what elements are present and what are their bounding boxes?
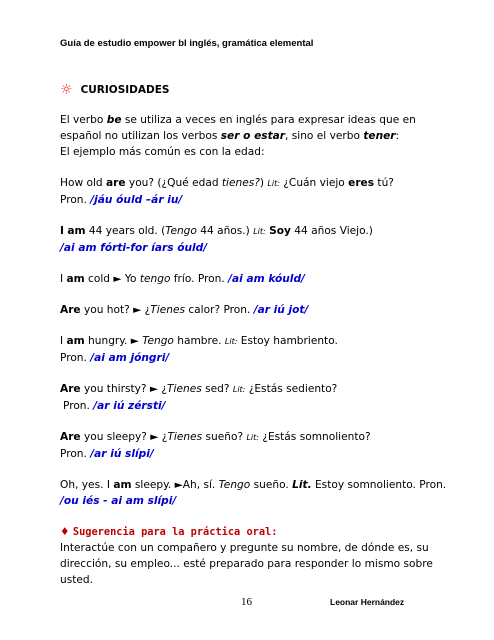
pronunciation: /ai am fórti-for íars óuld/ — [60, 242, 208, 254]
page-content — [60, 82, 460, 603]
pronunciation: /ou iés - ai am slípi/ — [60, 495, 177, 507]
intro-paragraph — [60, 112, 460, 160]
intro-line-3: El ejemplo más común es con la edad: — [60, 146, 265, 158]
intro-line-2: español no utilizan los verbos ser o estar, sino el verbo tener: — [60, 130, 400, 142]
pronunciation: /ai am jóngri/ — [90, 352, 170, 364]
page-number: 16 — [241, 596, 252, 608]
example-thirsty: Are you thirsty? ► ¿Tienes sed? Lit: ¿Estás sediento? Pron. /ar iú zérsti/ — [60, 383, 338, 412]
pronunciation: /jáu óuld –ár iu/ — [90, 194, 183, 206]
pronunciation: /ai am kóuld/ — [228, 273, 305, 285]
author-name: Leonar Hernández — [330, 597, 405, 607]
example-cold: I am cold ► Yo tengo frío. Pron. /ai am kóuld/ — [60, 273, 305, 285]
example-sleepy: Are you sleepy? ► ¿Tienes sueño? Lit: ¿Estás somnoliento? Pron. /ar iú slípi/ — [60, 431, 371, 460]
example-hot: Are you hot? ► ¿Tienes calor? Pron. /ar iú jot/ — [60, 304, 309, 316]
page-header: Guía de estudio empower bl inglés, gramática elemental — [60, 38, 314, 49]
tip-title: Sugerencia para la práctica oral: — [72, 526, 278, 538]
oral-practice-tip: ♦ Sugerencia para la práctica oral: Interactúe con un compañero y pregunte su nombre, de dónde es, su dirección, su empleo... esté preparado para responder lo mismo sobre usted. — [60, 526, 433, 586]
pronunciation: /ar iú slípi/ — [90, 448, 154, 460]
pronunciation: /ar iú jot/ — [253, 304, 309, 316]
section-title: CURIOSIDADES — [80, 84, 170, 96]
diamond-icon: ♦ — [60, 526, 70, 538]
intro-line-1: El verbo be se utiliza a veces en inglés para expresar ideas que en — [60, 114, 416, 126]
pronunciation: /ar iú zérsti/ — [93, 400, 166, 412]
sun-icon: ☼ — [60, 82, 73, 98]
example-hungry: I am hungry. ► Tengo hambre. Lit: Estoy hambriento. Pron. /ai am jóngri/ — [60, 335, 338, 364]
example-oh-yes: Oh, yes. I am sleepy. ►Ah, sí. Tengo sueño. Lit. Estoy somnoliento. Pron. /ou iés - ai am slípi/ — [60, 477, 460, 509]
section-heading — [60, 82, 460, 98]
example-years-old: I am 44 years old. (Tengo 44 años.) Lit: Soy 44 años Viejo.) /ai am fórti-for íars óuld/ — [60, 223, 460, 256]
example-how-old: How old are you? (¿Qué edad tienes?) Lit: ¿Cuán viejo eres tú? Pron. /jáu óuld –ár iu/ — [60, 177, 394, 206]
